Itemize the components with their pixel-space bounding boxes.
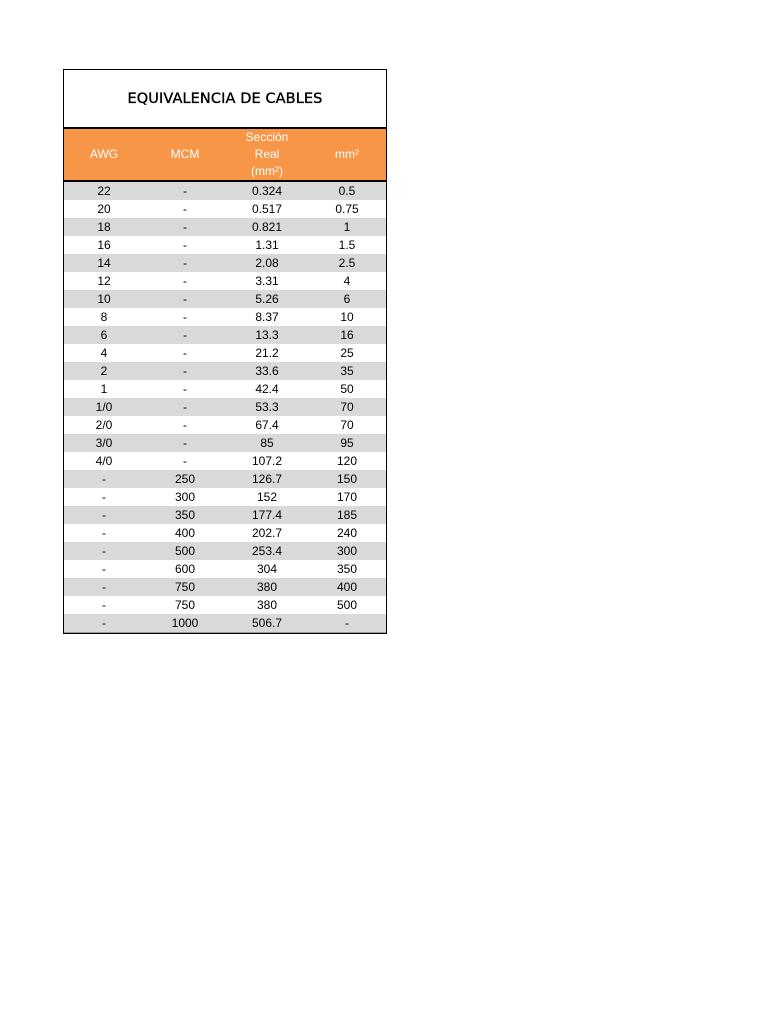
cell-mm2: 170 [308,488,386,506]
cell-mm2: 300 [308,542,386,560]
header-row [64,129,386,181]
cell-mcm: - [144,272,226,290]
cell-seccion: 506.7 [226,614,308,633]
table-row [64,578,386,596]
cell-awg: 20 [64,200,144,218]
cell-awg: 22 [64,181,144,200]
column-header-seccion [226,129,308,181]
cell-mm2: 2.5 [308,254,386,272]
table-row [64,614,386,633]
cell-awg: 1/0 [64,398,144,416]
cell-seccion: 67.4 [226,416,308,434]
cell-awg: - [64,560,144,578]
table-row [64,380,386,398]
cell-mcm: 600 [144,560,226,578]
cell-seccion: 21.2 [226,344,308,362]
cell-mcm: - [144,344,226,362]
cell-mcm: 250 [144,470,226,488]
cell-seccion: 33.6 [226,362,308,380]
table-header [64,129,386,181]
cell-mm2: 0.5 [308,181,386,200]
table-row [64,200,386,218]
cell-mcm: - [144,181,226,200]
cell-awg: 4 [64,344,144,362]
cell-mm2: 150 [308,470,386,488]
cell-awg: 4/0 [64,452,144,470]
cell-mm2: 0.75 [308,200,386,218]
cell-mcm: - [144,218,226,236]
cell-awg: - [64,578,144,596]
cell-mcm: - [144,326,226,344]
table-row [64,344,386,362]
cell-seccion: 152 [226,488,308,506]
cell-mcm: - [144,434,226,452]
table-row [64,326,386,344]
table-row [64,290,386,308]
cell-seccion: 1.31 [226,236,308,254]
cell-seccion: 107.2 [226,452,308,470]
page-title: EQUIVALENCIA DE CABLES [127,90,323,107]
cell-mm2: 120 [308,452,386,470]
cell-mcm: 400 [144,524,226,542]
cell-awg: 18 [64,218,144,236]
cell-awg: 1 [64,380,144,398]
cell-seccion: 13.3 [226,326,308,344]
table-row [64,560,386,578]
cell-awg: 12 [64,272,144,290]
cell-mcm: 750 [144,578,226,596]
table-row [64,308,386,326]
cell-awg: 6 [64,326,144,344]
cell-awg: 14 [64,254,144,272]
cell-awg: - [64,488,144,506]
cell-mcm: 350 [144,506,226,524]
table-row [64,596,386,614]
cell-mm2: 50 [308,380,386,398]
cell-awg: - [64,596,144,614]
table-row [64,452,386,470]
column-header-awg: AWG [64,129,144,181]
cell-awg: 3/0 [64,434,144,452]
cell-mcm: 500 [144,542,226,560]
table-row [64,181,386,200]
table-row [64,416,386,434]
cell-mcm: - [144,452,226,470]
cell-mm2: 95 [308,434,386,452]
title-box [64,70,386,129]
cell-awg: 16 [64,236,144,254]
cell-seccion: 0.517 [226,200,308,218]
cell-mm2: 500 [308,596,386,614]
cell-mcm: - [144,254,226,272]
table-row [64,272,386,290]
cell-seccion: 380 [226,596,308,614]
cell-awg: - [64,524,144,542]
cell-seccion: 304 [226,560,308,578]
cell-mcm: - [144,236,226,254]
cell-mm2: 6 [308,290,386,308]
cell-awg: - [64,506,144,524]
cell-mcm: - [144,200,226,218]
table-row [64,542,386,560]
column-header-seccion-line3: (mm²) [251,164,283,178]
cell-mcm: - [144,416,226,434]
cell-mcm: 750 [144,596,226,614]
cell-awg: 10 [64,290,144,308]
cell-mm2: 70 [308,416,386,434]
cell-seccion: 3.31 [226,272,308,290]
cell-mcm: - [144,380,226,398]
column-header-mcm: MCM [144,129,226,181]
cell-mm2: 1.5 [308,236,386,254]
cell-mcm: 1000 [144,614,226,633]
cell-mm2: 400 [308,578,386,596]
cell-mcm: - [144,398,226,416]
cell-mm2: - [308,614,386,633]
table-row [64,470,386,488]
cell-awg: 2/0 [64,416,144,434]
table-row [64,488,386,506]
column-header-mm2: mm² [308,129,386,181]
cell-seccion: 253.4 [226,542,308,560]
cell-awg: - [64,614,144,633]
cell-seccion: 0.821 [226,218,308,236]
column-header-seccion-line1: Sección [245,130,289,144]
column-header-seccion-line2: Real [254,147,280,161]
cell-seccion: 8.37 [226,308,308,326]
table-row [64,434,386,452]
cell-awg: 8 [64,308,144,326]
cell-mm2: 35 [308,362,386,380]
cell-seccion: 202.7 [226,524,308,542]
cell-seccion: 5.26 [226,290,308,308]
cell-seccion: 177.4 [226,506,308,524]
cell-mm2: 10 [308,308,386,326]
cell-mcm: - [144,362,226,380]
table-row [64,362,386,380]
cell-mcm: - [144,290,226,308]
table-row [64,524,386,542]
table-row [64,506,386,524]
table-row [64,236,386,254]
cell-mcm: - [144,308,226,326]
cable-equivalence-table-container [63,69,387,634]
table-row [64,398,386,416]
cable-table [64,129,386,633]
cell-mm2: 25 [308,344,386,362]
table-row [64,254,386,272]
cell-awg: - [64,542,144,560]
cell-awg: - [64,470,144,488]
cell-seccion: 0.324 [226,181,308,200]
cell-mm2: 16 [308,326,386,344]
cell-mm2: 185 [308,506,386,524]
cell-mm2: 1 [308,218,386,236]
table-body [64,181,386,633]
cell-seccion: 53.3 [226,398,308,416]
cell-seccion: 126.7 [226,470,308,488]
table-row [64,218,386,236]
cell-mm2: 70 [308,398,386,416]
cell-seccion: 2.08 [226,254,308,272]
cell-mm2: 240 [308,524,386,542]
cell-seccion: 380 [226,578,308,596]
cell-seccion: 42.4 [226,380,308,398]
cell-mm2: 4 [308,272,386,290]
cell-mcm: 300 [144,488,226,506]
cell-awg: 2 [64,362,144,380]
cell-seccion: 85 [226,434,308,452]
cell-mm2: 350 [308,560,386,578]
